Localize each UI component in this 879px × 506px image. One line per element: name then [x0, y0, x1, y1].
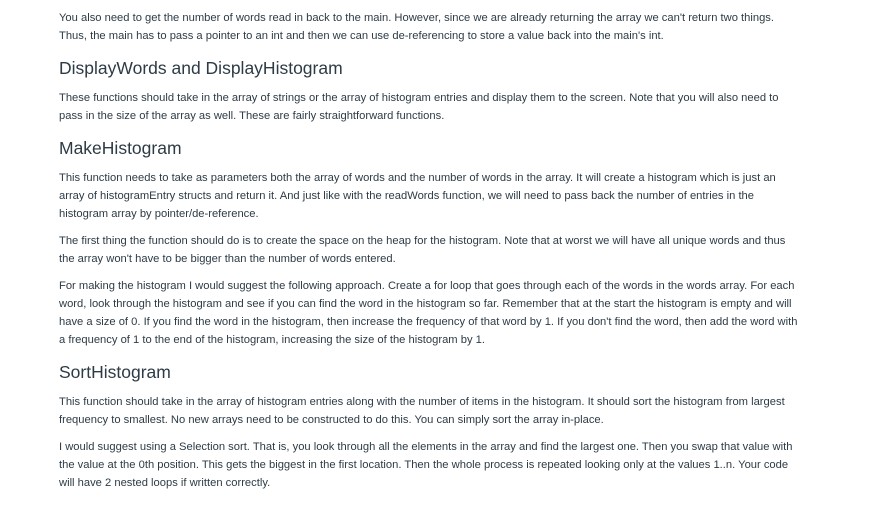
make-paragraph-1: This function needs to take as parameters both the array of words and the number of words in the array. It will create a histogram which is just an array of histogramEntry structs and return it. And just like with the readWords function, we will need to pass back the number of entries in the histogram array by pointer/de-reference. [59, 172, 776, 220]
sort-paragraph-1: This function should take in the array of histogram entries along with the number of items in the histogram. It should sort the histogram from largest frequency to smallest. No new arrays need to be constructed to do this. You can simply sort the array in-place. [59, 396, 785, 426]
make-paragraph-3: For making the histogram I would suggest the following approach. Create a for loop that goes through each of the words in the words array. For each word, look through the histogram and see if you can find the word in the histogram so far. Remember that at the start the histogram is empty and will have a size of 0. If you find the word in the histogram, then increase the frequency of that word by 1. If you don't find the word, then add the word with a frequency of 1 to the end of the histogram, increasing the size of the histogram by 1. [59, 280, 798, 346]
make-paragraph-2: The first thing the function should do is to create the space on the heap for the histogram. Note that at worst we will have all unique words and thus the array won't have to be bigger than the number of words entered. [59, 235, 786, 265]
sort-paragraph-2: I would suggest using a Selection sort. That is, you look through all the elements in the array and find the largest one. Then you swap that value with the value at the 0th position. This gets the biggest in the first location. Then the whole process is repeated looking only at the values 1..n. Your code will have 2 nested loops if written correctly. [59, 441, 793, 489]
section-heading-make: MakeHistogram [59, 138, 182, 158]
section-heading-sort: SortHistogram [59, 362, 171, 382]
section-heading-display: DisplayWords and DisplayHistogram [59, 58, 343, 78]
intro-paragraph: You also need to get the number of words read in back to the main. However, since we are already returning the array we can't return two things. Thus, the main has to pass a pointer to an int and then we can use de-referencing to store a value back into the main's int. [59, 12, 775, 42]
display-paragraph: These functions should take in the array of strings or the array of histogram entries and display them to the screen. Note that you will also need to pass in the size of the array as well. These are fairly straightforward functions. [59, 92, 779, 122]
assignment-content [59, 9, 799, 492]
